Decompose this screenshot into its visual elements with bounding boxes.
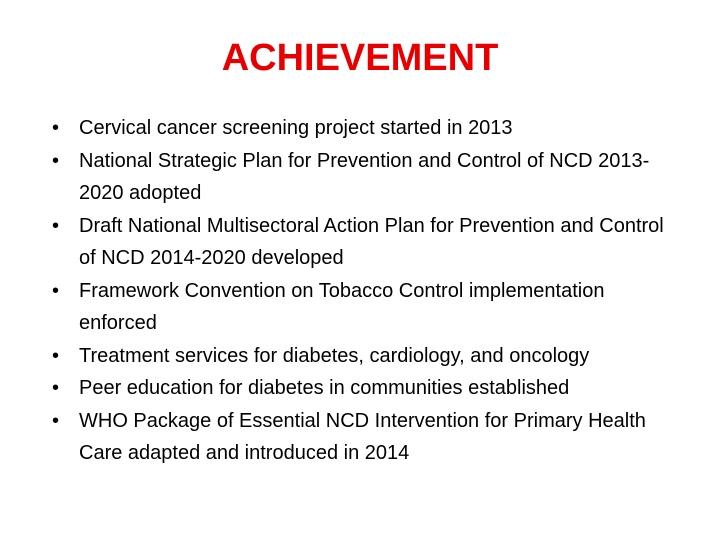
bullet-item <box>52 372 682 405</box>
bullet-item <box>52 275 682 340</box>
bullet-icon: • <box>52 149 60 172</box>
bullet-item <box>52 145 682 210</box>
bullet-item <box>52 112 682 145</box>
bullet-item <box>52 210 682 275</box>
bullet-text: Draft National Multisectoral Action Plan for Prevention and Control of NCD 2014-2020 developed <box>79 214 664 269</box>
bullet-text: WHO Package of Essential NCD Intervention for Primary Health Care adapted and introduced in 2014 <box>79 409 646 464</box>
bullet-item <box>52 405 682 470</box>
bullet-icon: • <box>52 279 60 302</box>
bullet-list <box>52 112 682 470</box>
bullet-text: Treatment services for diabetes, cardiology, and oncology <box>79 344 590 367</box>
bullet-text: Framework Convention on Tobacco Control implementation enforced <box>79 279 605 334</box>
bullet-text: Peer education for diabetes in communities established <box>79 377 570 399</box>
bullet-icon: • <box>52 377 60 399</box>
bullet-icon: • <box>52 344 60 367</box>
bullet-item <box>52 340 682 373</box>
bullet-text: Cervical cancer screening project started in 2013 <box>79 117 513 139</box>
bullet-text: National Strategic Plan for Prevention and Control of NCD 2013-2020 adopted <box>79 149 650 204</box>
slide-title: ACHIEVEMENT <box>221 37 499 79</box>
bullet-icon: • <box>52 409 60 432</box>
bullet-icon: • <box>52 117 60 139</box>
bullet-icon: • <box>52 214 60 237</box>
